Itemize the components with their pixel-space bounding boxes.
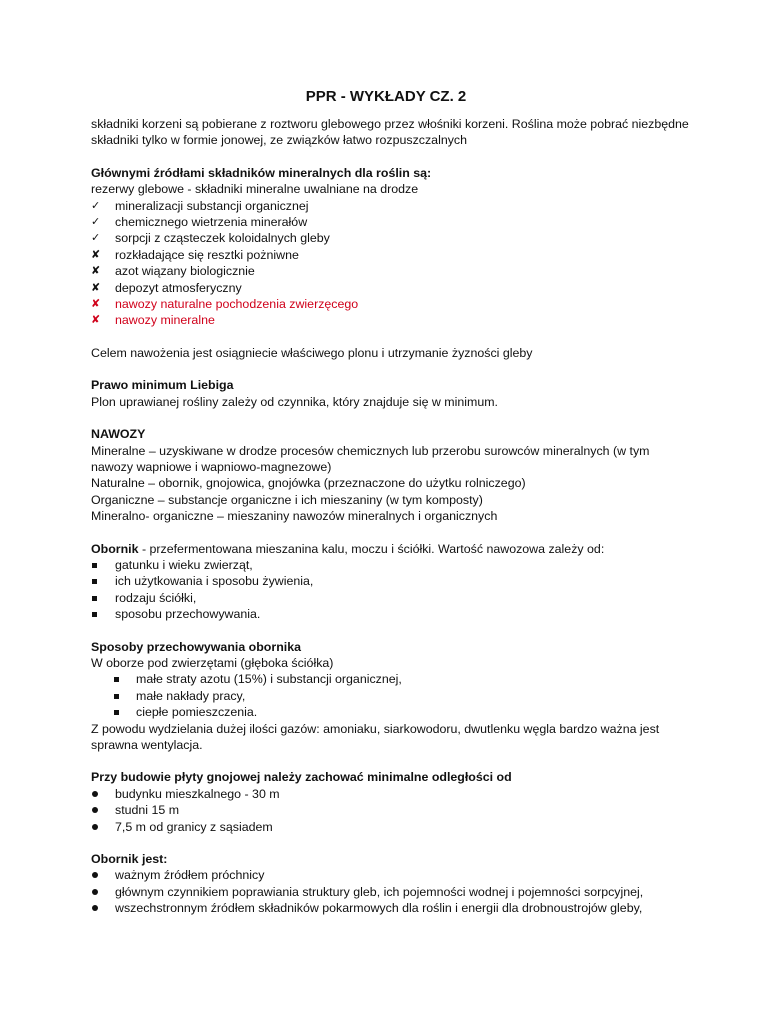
spacer	[91, 623, 691, 639]
purpose-paragraph: Celem nawożenia jest osiągniecie właściwego plonu i utrzymanie żyzności gleby	[91, 345, 533, 360]
bullet-marker	[91, 884, 109, 900]
square-bullet-icon	[92, 612, 97, 617]
storage-item-text: małe straty azotu (15%) i substancji organicznej,	[136, 672, 402, 687]
bullet-marker	[91, 573, 109, 589]
manure-factor-item-text: ich użytkowania i sposobu żywienia,	[115, 574, 314, 589]
manure-factors-list	[91, 557, 691, 623]
spacer	[91, 361, 691, 377]
fertilizer-line: Mineralno- organiczne – mieszaniny nawozów mineralnych i organicznych	[91, 509, 498, 524]
spacer	[91, 149, 691, 165]
square-bullet-icon	[92, 563, 97, 568]
manure-factor-item	[91, 590, 691, 606]
fertilizer-line: Organiczne – substancje organiczne i ich mieszaniny (w tym komposty)	[91, 492, 483, 507]
storage-heading: Sposoby przechowywania obornika	[91, 639, 301, 654]
spacer	[91, 410, 691, 426]
square-bullet-icon	[92, 596, 97, 601]
manure-factor-item-text: gatunku i wieku zwierząt,	[115, 557, 253, 572]
square-bullet-icon	[114, 710, 119, 715]
bullet-marker	[91, 802, 109, 818]
bullet-marker	[91, 819, 109, 835]
checkmark-icon: ✓	[91, 216, 101, 229]
document-title: PPR - WYKŁADY CZ. 2	[305, 88, 467, 105]
manure-is-heading: Obornik jest:	[91, 852, 168, 867]
round-bullet-icon	[92, 872, 98, 878]
manure-term: Obornik	[91, 541, 139, 556]
bullet-marker	[113, 671, 131, 687]
source-item-text: chemicznego wietrzenia minerałów	[115, 215, 308, 230]
plate-distance-item	[91, 802, 691, 818]
round-bullet-icon	[92, 824, 98, 830]
storage-note: Z powodu wydzielania dużej ilości gazów: amoniaku, siarkowodoru, dwutlenku węgla bardzo ważna jest sprawna wentylacja.	[91, 721, 660, 752]
manure-factor-item-text: rodzaju ściółki,	[115, 590, 197, 605]
source-item-text: sorpcji z cząsteczek koloidalnych gleby	[115, 231, 330, 246]
round-bullet-icon	[92, 807, 98, 813]
bullet-marker	[113, 688, 131, 704]
square-bullet-icon	[92, 579, 97, 584]
bullet-marker	[91, 590, 109, 606]
spacer	[91, 329, 691, 345]
plate-distances-list	[91, 786, 691, 835]
bullet-marker	[91, 557, 109, 573]
fertilizer-line: Mineralne – uzyskiwane w drodze procesów chemicznych lub przerobu surowców mineralnych (w tym nawozy wapniowe i wapniowo-magnezowe)	[91, 443, 650, 474]
intro-paragraph: składniki korzeni są pobierane z roztworu glebowego przez włośniki korzeni. Roślina może pobrać niezbędne składniki tylko w formie jonowej, ze związków łatwo rozpuszczalnych	[91, 117, 689, 148]
fertilizer-line: Naturalne – obornik, gnojowica, gnojówka (przeznaczone do użytku rolniczego)	[91, 476, 526, 491]
manure-is-list	[91, 867, 691, 916]
plate-distance-item	[91, 819, 691, 835]
spacer	[91, 835, 691, 851]
cross-icon: ✘	[91, 248, 101, 261]
fertilizers-heading: NAWOZY	[91, 427, 146, 442]
bullet-marker	[113, 704, 131, 720]
sources-subline: rezerwy glebowe - składniki mineralne uwalniane na drodze	[91, 182, 419, 197]
source-item-text: rozkładające się resztki pożniwne	[115, 247, 299, 262]
plate-distance-item	[91, 786, 691, 802]
storage-subline: W oborze pod zwierzętami (głęboka ściółka)	[91, 655, 334, 670]
round-bullet-icon	[92, 889, 98, 895]
square-bullet-icon	[114, 677, 119, 682]
manure-is-item	[91, 884, 691, 900]
source-item-text: nawozy mineralne	[115, 313, 215, 328]
round-bullet-icon	[92, 905, 98, 911]
source-item	[91, 214, 691, 230]
bullet-marker	[91, 606, 109, 622]
manure-is-item	[91, 867, 691, 883]
source-item-text: azot wiązany biologicznie	[115, 264, 255, 279]
plate-distance-item-text: budynku mieszkalnego - 30 m	[115, 786, 280, 801]
storage-item	[91, 704, 691, 720]
spacer	[91, 753, 691, 769]
square-bullet-icon	[114, 694, 119, 699]
storage-item-text: małe nakłady pracy,	[136, 688, 246, 703]
source-item	[91, 247, 691, 263]
checkmark-icon: ✓	[91, 199, 101, 212]
bullet-marker	[91, 867, 109, 883]
storage-list	[91, 671, 691, 720]
bullet-marker	[91, 786, 109, 802]
storage-item	[91, 671, 691, 687]
cross-icon: ✘	[91, 314, 101, 327]
source-item-text: depozyt atmosferyczny	[115, 280, 242, 295]
manure-is-item-text: ważnym źródłem próchnicy	[115, 868, 265, 883]
round-bullet-icon	[92, 791, 98, 797]
source-item	[91, 230, 691, 246]
plate-distance-item-text: 7,5 m od granicy z sąsiadem	[115, 819, 273, 834]
cross-icon: ✘	[91, 281, 101, 294]
bullet-marker	[91, 900, 109, 916]
source-item	[91, 296, 691, 312]
spacer	[91, 525, 691, 541]
manure-factor-item	[91, 573, 691, 589]
cross-icon: ✘	[91, 298, 101, 311]
manure-is-item-text: głównym czynnikiem poprawiania struktury gleb, ich pojemności wodnej i pojemności sorpcyjnej,	[115, 884, 644, 899]
source-item	[91, 263, 691, 279]
source-item	[91, 280, 691, 296]
storage-item-text: ciepłe pomieszczenia.	[136, 705, 258, 720]
manure-is-item-text: wszechstronnym źródłem składników pokarmowych dla roślin i energii dla drobnoustrojów gleby,	[115, 901, 643, 916]
source-item-text: mineralizacji substancji organicznej	[115, 198, 309, 213]
source-item	[91, 312, 691, 328]
liebig-heading: Prawo minimum Liebiga	[91, 378, 234, 393]
manure-is-item	[91, 900, 691, 916]
sources-heading: Głównymi źródłami składników mineralnych dla roślin są:	[91, 165, 432, 180]
manure-factor-item	[91, 606, 691, 622]
storage-item	[91, 688, 691, 704]
source-item-text: nawozy naturalne pochodzenia zwierzęcego	[115, 297, 359, 312]
manure-factor-item	[91, 557, 691, 573]
manure-factor-item-text: sposobu przechowywania.	[115, 607, 261, 622]
liebig-text: Plon uprawianej rośliny zależy od czynnika, który znajduje się w minimum.	[91, 394, 498, 409]
sources-list	[91, 198, 691, 329]
manure-definition	[91, 541, 691, 557]
manure-definition-text: - przefermentowana mieszanina kalu, moczu i ściółki. Wartość nawozowa zależy od:	[138, 541, 605, 556]
checkmark-icon: ✓	[91, 232, 101, 245]
document-content	[91, 88, 691, 917]
cross-icon: ✘	[91, 265, 101, 278]
source-item	[91, 198, 691, 214]
plate-heading: Przy budowie płyty gnojowej należy zachować minimalne odległości od	[91, 770, 512, 785]
plate-distance-item-text: studni 15 m	[115, 803, 180, 818]
